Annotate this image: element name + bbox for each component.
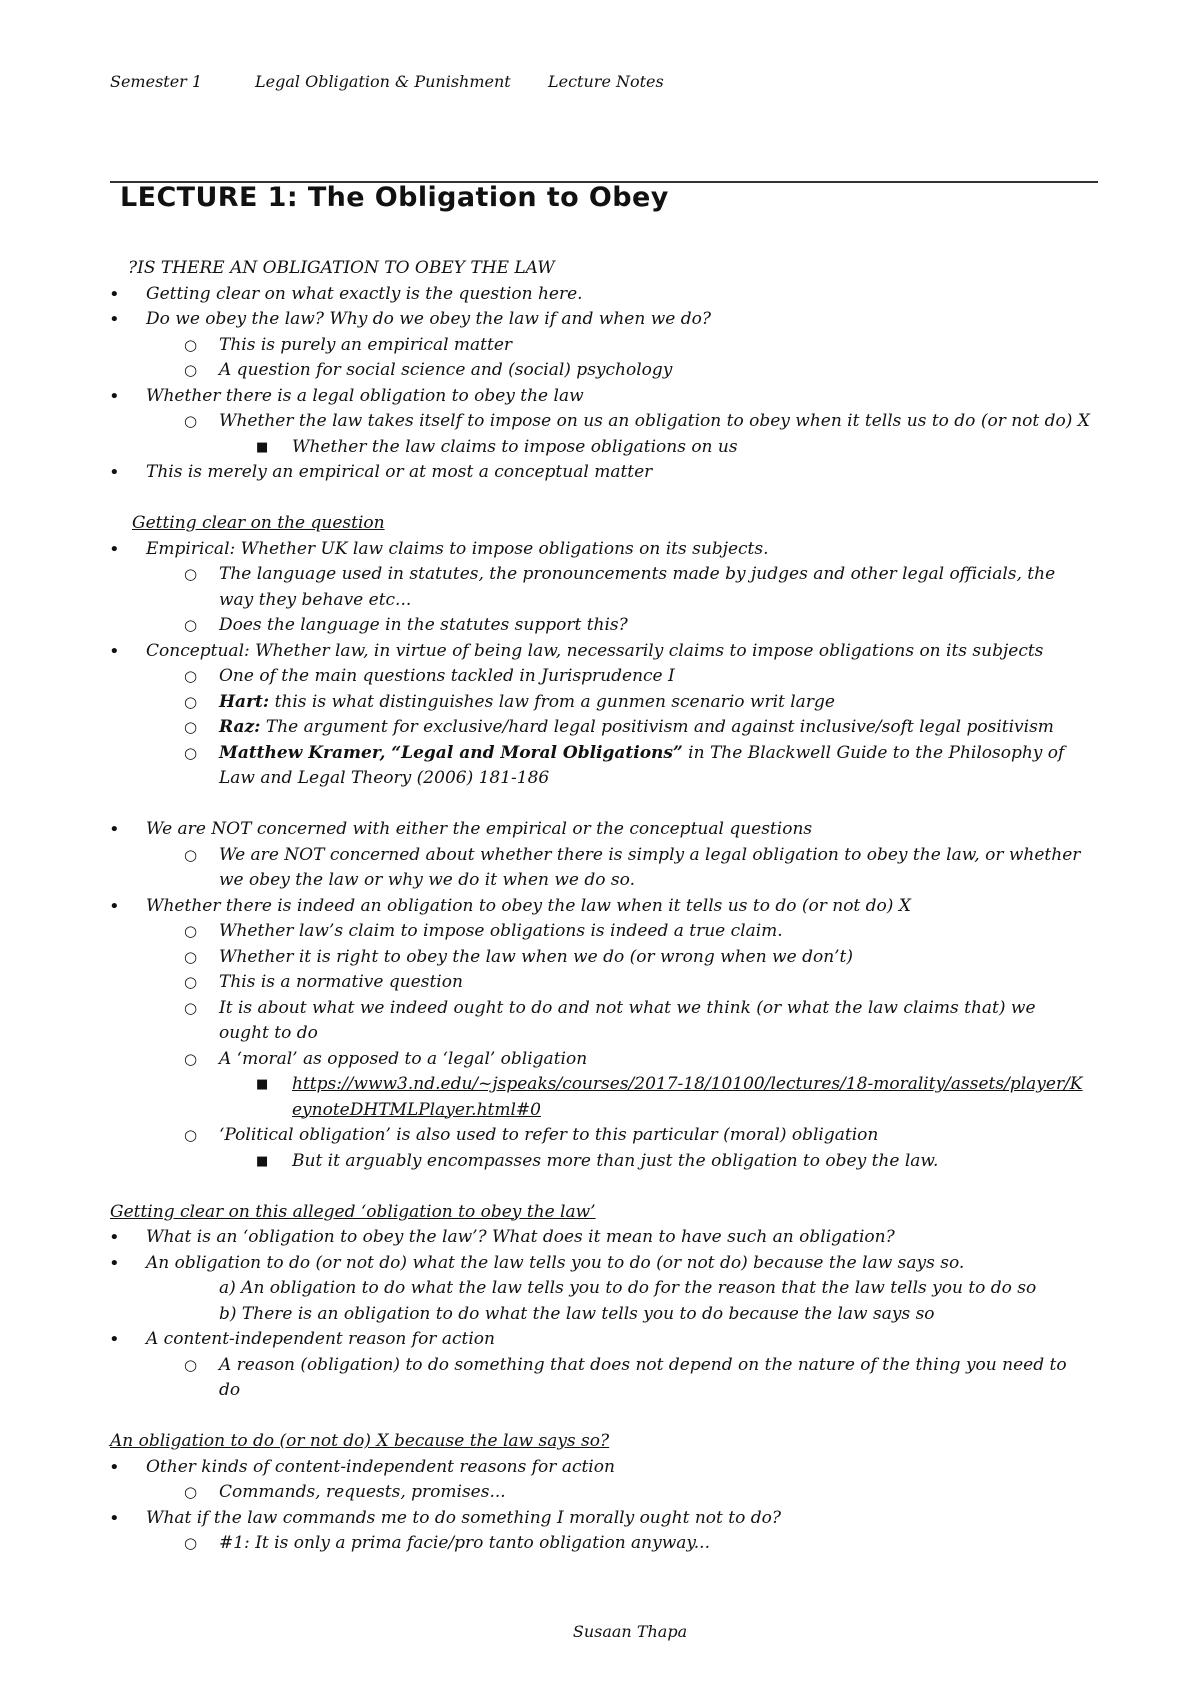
section-heading: ?IS THERE AN OBLIGATION TO OBEY THE LAW xyxy=(128,258,555,278)
circle-bullet-icon: ○ xyxy=(184,718,198,736)
list-item: ○ This is purely an empirical matter xyxy=(0,333,1200,359)
bullet-icon: • xyxy=(109,895,120,917)
bullet-icon: • xyxy=(109,819,120,840)
circle-bullet-icon: ○ xyxy=(184,998,198,1017)
citation-title: Matthew Kramer, “Legal and Moral Obligations” xyxy=(219,742,683,763)
circle-bullet-icon: ○ xyxy=(184,922,198,940)
bullet-icon: • xyxy=(109,538,120,560)
list-item: b) There is an obligation to do what the law tells you to do because the law says so xyxy=(219,1303,935,1324)
circle-bullet-icon: ○ xyxy=(184,845,198,864)
bullet-icon: • xyxy=(109,385,120,407)
author-name: Hart: xyxy=(219,691,270,712)
list-item: • We are NOT concerned with either the empirical or the conceptual questions xyxy=(0,817,1200,843)
circle-bullet-icon: ○ xyxy=(184,335,198,354)
bullet-icon: • xyxy=(109,1329,120,1350)
list-item: ○ Whether it is right to obey the law when we do (or wrong when we don’t) xyxy=(0,945,1200,971)
circle-bullet-icon: ○ xyxy=(184,412,198,430)
author-name: Raz: xyxy=(219,717,261,737)
list-item: ○ The language used in statutes, the pronouncements made by judges and other legal officials, the way they behave etc... xyxy=(184,564,1056,610)
bullet-icon: • xyxy=(109,283,120,305)
circle-bullet-icon: ○ xyxy=(184,667,198,685)
circle-bullet-icon: ○ xyxy=(184,616,198,634)
header-semester: Semester 1 xyxy=(110,72,203,91)
list-item: ■ But it arguably encompasses more than just the obligation to obey the law. xyxy=(0,1149,1200,1175)
section-heading: Getting clear on the question xyxy=(132,513,385,533)
list-item: ○ A reason (obligation) to do something that does not depend on the nature of the thing you need to do xyxy=(184,1354,1067,1400)
notes-body xyxy=(0,256,1200,1557)
list-item: ■ Whether the law claims to impose obligations on us xyxy=(0,435,1200,461)
list-item: • Do we obey the law? Why do we obey the law if and when we do? xyxy=(0,307,1200,333)
list-item: ○ Whether law’s claim to impose obligations is indeed a true claim. xyxy=(0,919,1200,945)
list-item: ○ Raz: The argument for exclusive/hard legal positivism and against inclusive/soft legal positivism xyxy=(0,715,1200,741)
circle-bullet-icon: ○ xyxy=(184,1534,198,1552)
list-item: ○ Does the language in the statutes support this? xyxy=(0,613,1200,639)
list-item: ○ Commands, requests, promises... xyxy=(0,1480,1200,1506)
list-item: a) An obligation to do what the law tells you to do for the reason that the law tells you to do so xyxy=(219,1278,1037,1298)
list-item: • A content-independent reason for action xyxy=(0,1327,1200,1353)
reference-link[interactable]: https://www3.nd.edu/~jspeaks/courses/2017-18/10100/lectures/18-morality/assets/player/KeynoteDHTMLPlayer.html#0 xyxy=(292,1074,1083,1120)
section-heading: Getting clear on this alleged ‘obligation to obey the law’ xyxy=(110,1201,596,1222)
bullet-icon: • xyxy=(109,1507,120,1529)
circle-bullet-icon: ○ xyxy=(184,743,198,762)
list-item: • This is merely an empirical or at most a conceptual matter xyxy=(0,460,1200,486)
list-item: ○ One of the main questions tackled in Jurisprudence I xyxy=(0,664,1200,690)
page-title: LECTURE 1: The Obligation to Obey xyxy=(120,182,669,213)
bullet-icon: • xyxy=(109,1456,120,1478)
bullet-icon: • xyxy=(109,1252,120,1274)
list-item: ○ A ‘moral’ as opposed to a ‘legal’ obligation xyxy=(0,1047,1200,1073)
list-item: • What is an ‘obligation to obey the law’? What does it mean to have such an obligation? xyxy=(0,1225,1200,1251)
list-item: • Whether there is indeed an obligation to obey the law when it tells us to do (or not do) X xyxy=(0,894,1200,920)
list-item: • An obligation to do (or not do) what the law tells you to do (or not do) because the law says so. xyxy=(0,1251,1200,1277)
list-item: • What if the law commands me to do something I morally ought not to do? xyxy=(0,1506,1200,1532)
list-item: • Conceptual: Whether law, in virtue of being law, necessarily claims to impose obligations on its subjects xyxy=(0,639,1200,665)
square-bullet-icon: ■ xyxy=(256,439,269,455)
section-heading: An obligation to do (or not do) X because the law says so? xyxy=(110,1431,610,1451)
header-doc-type: Lecture Notes xyxy=(548,72,664,91)
list-item xyxy=(0,1072,1200,1123)
list-item: ○ A question for social science and (social) psychology xyxy=(0,358,1200,384)
list-item: ○ Whether the law takes itself to impose on us an obligation to obey when it tells us to do (or not do) X xyxy=(0,409,1200,435)
square-bullet-icon: ■ xyxy=(256,1153,269,1169)
list-item: ○ Hart: this is what distinguishes law from a gunmen scenario writ large xyxy=(0,690,1200,716)
list-item: ○ Matthew Kramer, “Legal and Moral Obligations” in The Blackwell Guide to the Philosophy of Law and Legal Theory (2006) 181-186 xyxy=(184,742,1065,788)
list-item: • Empirical: Whether UK law claims to impose obligations on its subjects. xyxy=(0,537,1200,563)
list-item: • Whether there is a legal obligation to obey the law xyxy=(0,384,1200,410)
list-item: ○ This is a normative question xyxy=(0,970,1200,996)
square-bullet-icon: ■ xyxy=(256,1077,269,1092)
circle-bullet-icon: ○ xyxy=(184,973,198,991)
circle-bullet-icon: ○ xyxy=(184,1126,198,1144)
circle-bullet-icon: ○ xyxy=(184,692,198,711)
header-course: Legal Obligation & Punishment xyxy=(255,72,511,91)
circle-bullet-icon: ○ xyxy=(184,565,198,583)
circle-bullet-icon: ○ xyxy=(184,947,198,966)
page-footer-author: Susaan Thapa xyxy=(572,1622,688,1641)
bullet-icon: • xyxy=(109,309,120,330)
circle-bullet-icon: ○ xyxy=(184,1049,198,1068)
list-item: ○ It is about what we indeed ought to do and not what we think (or what the law claims that) we ought to do xyxy=(184,997,1036,1043)
list-item: ○ We are NOT concerned about whether there is simply a legal obligation to obey the law, or whether we obey the law or why we do it when we do so. xyxy=(184,844,1081,890)
bullet-icon: • xyxy=(109,640,120,662)
list-item: • Other kinds of content-independent reasons for action xyxy=(0,1455,1200,1481)
list-item: ○ ‘Political obligation’ is also used to refer to this particular (moral) obligation xyxy=(0,1123,1200,1149)
bullet-icon: • xyxy=(109,1227,120,1248)
circle-bullet-icon: ○ xyxy=(184,1355,198,1374)
list-item: • Getting clear on what exactly is the question here. xyxy=(0,282,1200,308)
circle-bullet-icon: ○ xyxy=(184,1483,198,1501)
bullet-icon: • xyxy=(109,462,120,483)
list-item: ○ #1: It is only a prima facie/pro tanto obligation anyway... xyxy=(0,1531,1200,1557)
circle-bullet-icon: ○ xyxy=(184,361,198,379)
